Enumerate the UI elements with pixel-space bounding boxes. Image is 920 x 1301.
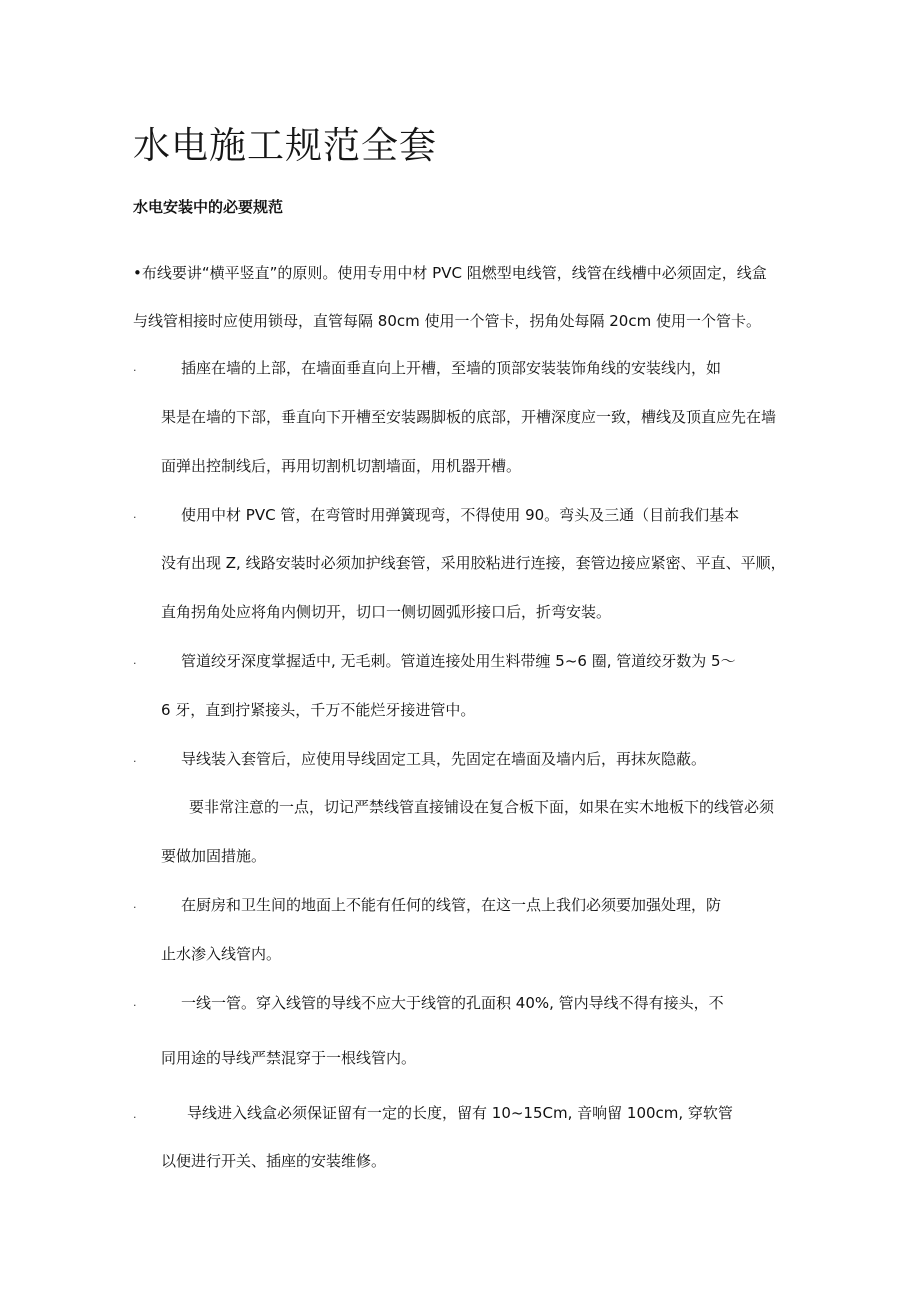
list-marker: . <box>133 361 137 374</box>
paragraph-line: 同用途的导线严禁混穿于一根线管内。 <box>161 1049 417 1067</box>
list-marker: . <box>133 752 137 765</box>
paragraph-line: 果是在墙的下部，垂直向下开槽至安装踢脚板的底部，开槽深度应一致，槽线及顶直应先在墙 <box>161 408 777 426</box>
paragraph-line: 导线进入线盒必须保证留有一定的长度，留有 10~15Cm, 音响留 100cm, 穿软管 <box>187 1104 733 1122</box>
paragraph-line: 管道绞牙深度掌握适中, 无毛刺。管道连接处用生料带缠 5~6 圈, 管道绞牙数为 5～ <box>181 652 736 670</box>
paragraph-line: 面弹出控制线后，再用切割机切割墙面，用机器开槽。 <box>161 457 522 475</box>
paragraph-line: 没有出现 Z, 线路安装时必须加护线套管，采用胶粘进行连接，套管边接应紧密、平直、平顺， <box>161 554 786 572</box>
list-marker: . <box>133 508 137 521</box>
list-marker: . <box>133 1108 137 1121</box>
list-marker: . <box>133 996 137 1009</box>
paragraph-line: 一线一管。穿入线管的导线不应大于线管的孔面积 40%, 管内导线不得有接头，不 <box>181 994 724 1012</box>
intro-line-2: 与线管相接时应使用锁母，直管每隔 80cm 使用一个管卡，拐角处每隔 20cm 使用一个管卡。 <box>133 312 761 330</box>
paragraph-line: 导线装入套管后，应使用导线固定工具，先固定在墙面及墙内后，再抹灰隐蔽。 <box>181 750 707 768</box>
paragraph-line: 在厨房和卫生间的地面上不能有任何的线管，在这一点上我们必须要加强处理，防 <box>181 896 722 914</box>
paragraph-line: 要非常注意的一点，切记严禁线管直接铺设在复合板下面，如果在实木地板下的线管必须 <box>189 798 775 816</box>
page-title: 水电施工规范全套 <box>133 124 437 167</box>
paragraph-line: 以便进行开关、插座的安装维修。 <box>161 1152 387 1170</box>
paragraph-line: 直角拐角处应将角内侧切开，切口一侧切圆弧形接口后，折弯安装。 <box>161 603 612 621</box>
list-marker: . <box>133 654 137 667</box>
paragraph-line: 插座在墙的上部，在墙面垂直向上开槽，至墙的顶部安装装饰角线的安装线内，如 <box>181 359 722 377</box>
bullet-marker: • <box>133 264 142 282</box>
paragraph-line: 使用中材 PVC 管，在弯管时用弹簧现弯，不得使用 90。弯头及三通（目前我们基本 <box>181 506 740 524</box>
paragraph-line: 止水渗入线管内。 <box>161 945 282 963</box>
paragraph-line: 6 牙，直到拧紧接头，千万不能烂牙接进管中。 <box>161 701 476 719</box>
list-marker: . <box>133 898 137 911</box>
paragraph-line: 要做加固措施。 <box>161 847 267 865</box>
section-subtitle: 水电安装中的必要规范 <box>133 198 284 216</box>
intro-line-1: •布线要讲“横平竖直”的原则。使用专用中材 PVC 阻燃型电线管，线管在线槽中必须固定，线盒 <box>133 264 767 282</box>
